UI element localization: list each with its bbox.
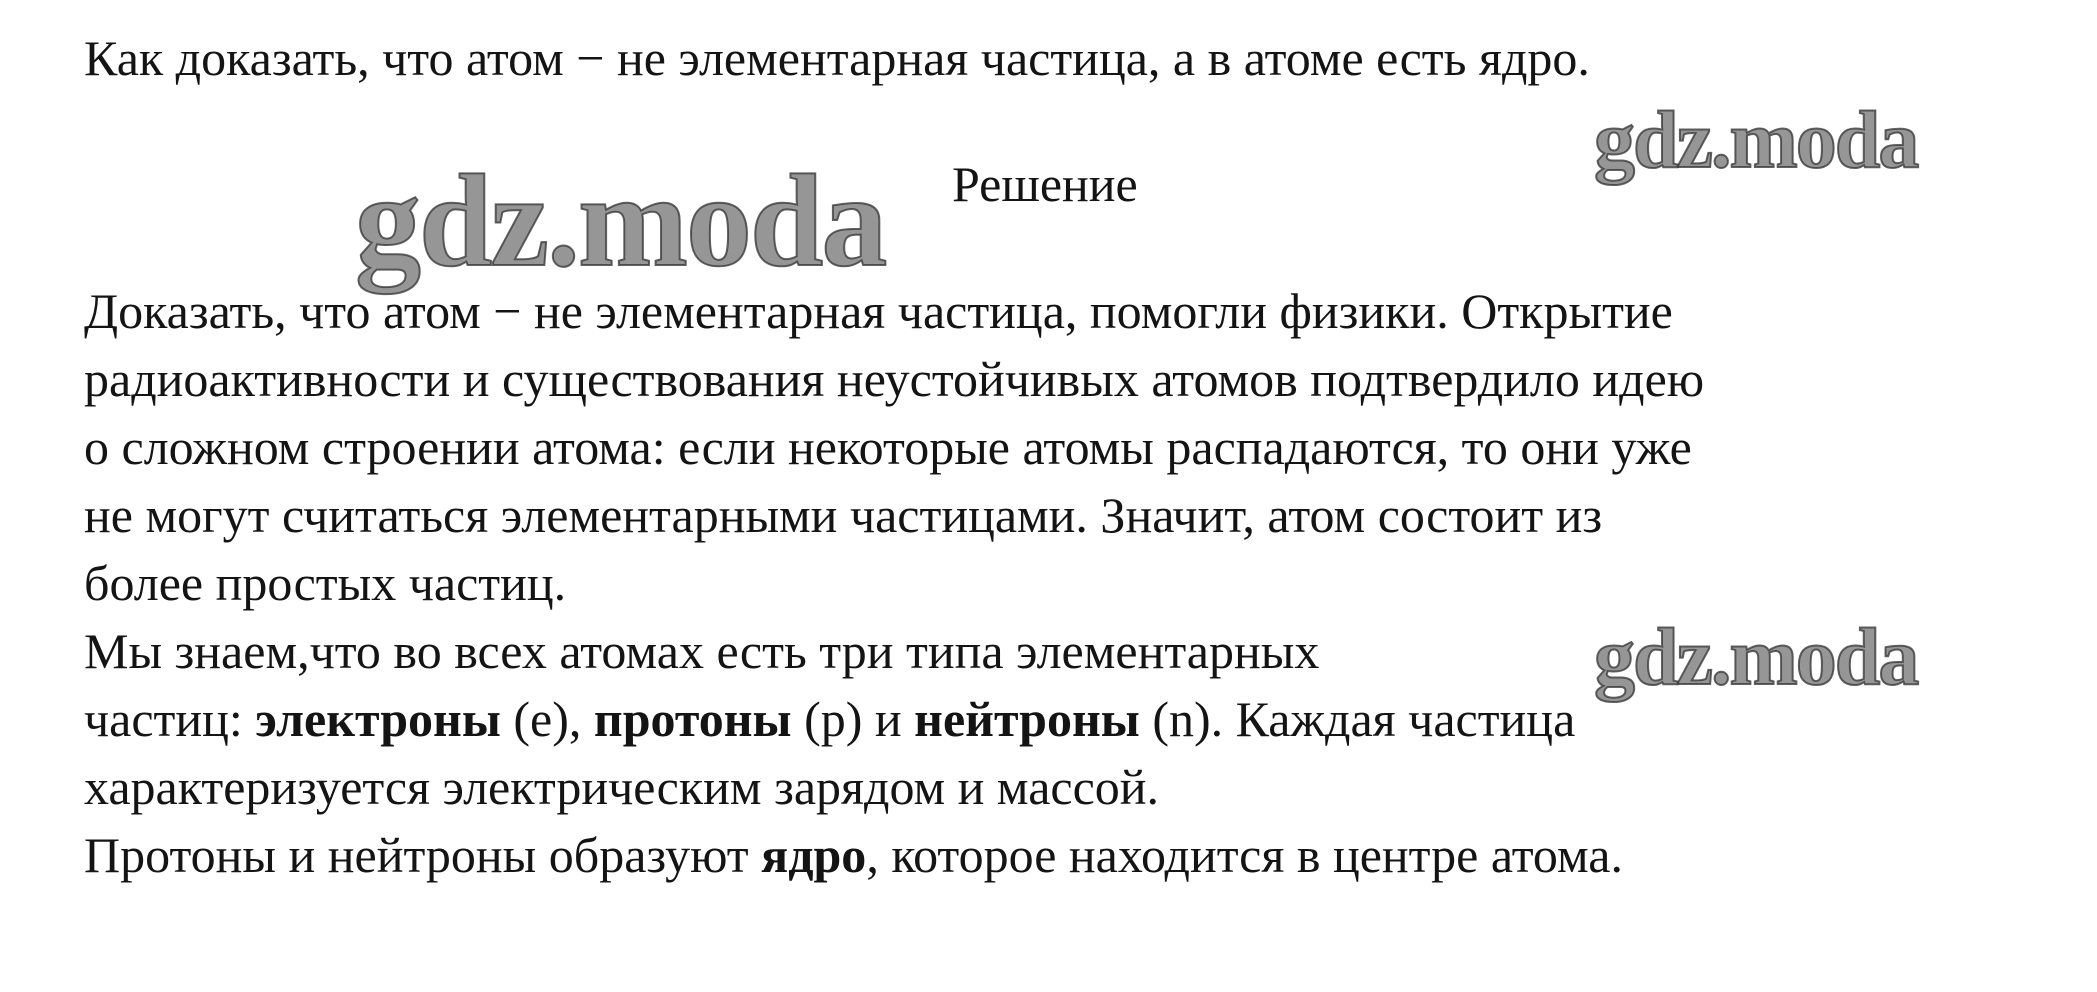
nucleus-term: ядро [761,827,867,883]
solution-line: о сложном строении атома: если некоторые атомы распадаются, то они уже [84,419,1692,475]
protons-symbol: (p) и [791,691,915,747]
watermark-large: gdz.moda [355,147,886,294]
solution-text [84,277,2074,889]
particles-list-line [84,685,2074,753]
nucleus-suffix: , которое находится в центре атома. [866,827,1623,883]
solution-line: более простых частиц. [84,555,567,611]
watermark-top-right: gdz.moda [1594,94,1918,185]
neutrons-term: нейтроны [914,691,1140,747]
nucleus-line [84,821,2074,889]
neutrons-symbol: (n). Каждая частица [1139,691,1576,747]
particle-types-line: Мы знаем,что во всех атомах есть три типа элементарных [84,623,1320,679]
solution-line: не могут считаться элементарными частицами. Значит, атом состоит из [84,487,1603,543]
solution-heading: Решение [952,156,1138,212]
particle-properties-line: характеризуется электрическим зарядом и массой. [84,759,1160,815]
solution-line: радиоактивности и существования неустойчивых атомов подтвердило идею [84,351,1705,407]
electrons-term: электроны [255,691,501,747]
electrons-symbol: (e), [500,691,594,747]
particles-prefix: частиц: [84,691,256,747]
protons-term: протоны [593,691,792,747]
nucleus-prefix: Протоны и нейтроны образуют [84,827,762,883]
question-text: Как доказать, что атом − не элементарная частица, а в атоме есть ядро. [84,30,1590,86]
watermark-middle-right: gdz.moda [1594,611,1918,702]
solution-line: Доказать, что атом − не элементарная частица, помогли физики. Открытие [84,283,1673,339]
